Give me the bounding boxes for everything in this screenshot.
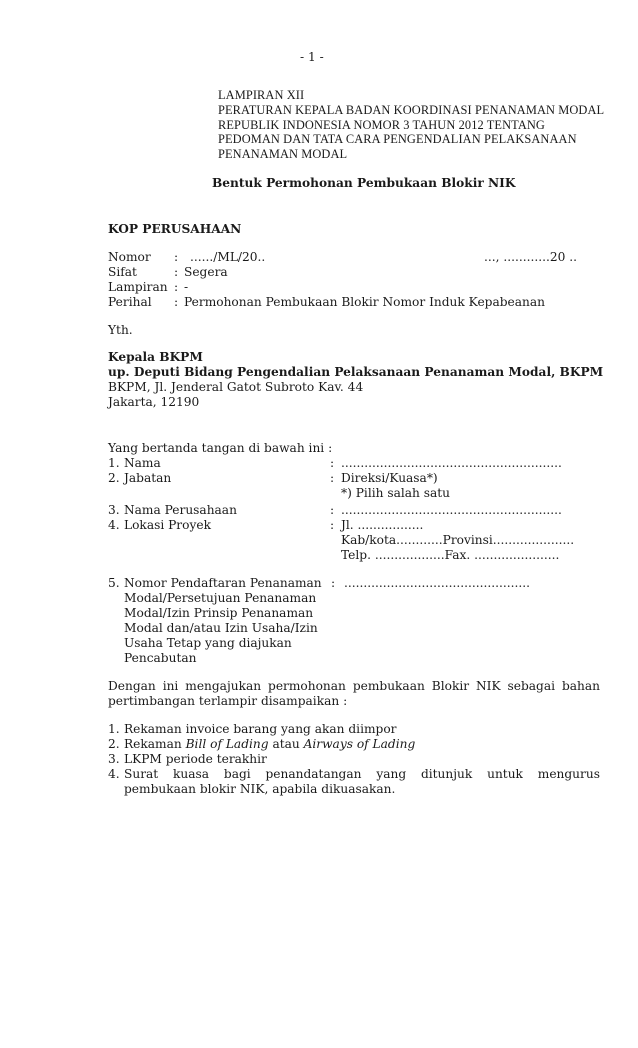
header-line: LAMPIRAN XII <box>218 88 305 102</box>
header-line: PERATURAN KEPALA BADAN KOORDINASI PENANAMAN MODAL <box>218 103 605 117</box>
recipient-city: Jakarta, 12190 <box>108 395 200 409</box>
word: NIK <box>475 679 501 693</box>
list-item-italic: Bill of Lading <box>185 737 269 751</box>
perihal-label: Perihal <box>108 295 152 309</box>
perihal-value: Permohonan Pembukaan Blokir Nomor Induk Kepabeanan <box>184 295 545 309</box>
field-number: 5. <box>108 576 120 590</box>
field-label-nomor-pendaftaran: Usaha Tetap yang diajukan <box>124 636 292 650</box>
field-label-nama-perusahaan: Nama Perusahaan <box>124 503 237 517</box>
field-value-kabkota: Kab/kota............Provinsi..................... <box>341 533 575 547</box>
word: Dengan <box>108 679 156 693</box>
list-number: 3. <box>108 752 120 766</box>
field-label-nomor-pendaftaran: Modal dan/atau Izin Usaha/Izin <box>124 621 318 635</box>
colon: : <box>331 576 336 590</box>
colon: : <box>174 265 179 279</box>
field-value-telp: Telp. ..................Fax. ...................... <box>341 548 560 562</box>
header-line: PEDOMAN DAN TATA CARA PENGENDALIAN PELAKSANAAN <box>218 132 577 146</box>
colon: : <box>174 280 179 294</box>
nomor-label: Nomor <box>108 250 151 264</box>
list-item-text: atau <box>272 737 300 751</box>
list-item-italic: Airways of Lading <box>303 737 416 751</box>
field-value-nama-perusahaan: ......................................................... <box>341 503 562 517</box>
word: pembukaan <box>352 679 425 693</box>
lampiran-label: Lampiran <box>108 280 168 294</box>
header-line: REPUBLIK INDONESIA NOMOR 3 TAHUN 2012 TENTANG <box>218 118 545 132</box>
intro-text: Yang bertanda tangan di bawah ini : <box>108 441 333 455</box>
body-paragraph-line <box>108 679 600 694</box>
field-label-lokasi-proyek: Lokasi Proyek <box>124 518 211 532</box>
form-title: Bentuk Permohonan Pembukaan Blokir NIK <box>212 176 516 190</box>
colon: : <box>330 456 335 470</box>
field-label-nomor-pendaftaran: Pencabutan <box>124 651 197 665</box>
header-line: PENANAMAN MODAL <box>218 147 348 161</box>
list-item: LKPM periode terakhir <box>124 752 267 766</box>
word: bagi <box>223 767 251 781</box>
list-item-text: Rekaman <box>124 737 182 751</box>
word: ini <box>162 679 179 693</box>
colon: : <box>330 471 335 485</box>
word: ditunjuk <box>420 767 473 781</box>
sifat-value: Segera <box>184 265 228 279</box>
list-number: 2. <box>108 737 120 751</box>
date-value: ..., ............20 .. <box>484 250 577 264</box>
colon: : <box>174 295 179 309</box>
list-item: Rekaman invoice barang yang akan diimpor <box>124 722 397 736</box>
field-label-jabatan: Jabatan <box>124 471 172 485</box>
word: Surat <box>124 767 159 781</box>
word: bahan <box>561 679 600 693</box>
word: sebagai <box>507 679 556 693</box>
sifat-label: Sifat <box>108 265 137 279</box>
word: Blokir <box>431 679 470 693</box>
list-number: 4. <box>108 767 120 781</box>
salutation: Yth. <box>108 323 133 337</box>
field-value-nama: ......................................................... <box>341 456 562 470</box>
field-label-nomor-pendaftaran: Modal/Izin Prinsip Penanaman <box>124 606 314 620</box>
lampiran-value: - <box>184 280 189 294</box>
list-number: 1. <box>108 722 120 736</box>
field-number: 1. <box>108 456 120 470</box>
colon: : <box>330 503 335 517</box>
recipient-address: BKPM, Jl. Jenderal Gatot Subroto Kav. 44 <box>108 380 364 394</box>
field-note-jabatan: *) Pilih salah satu <box>341 486 451 500</box>
field-label-nomor-pendaftaran: Modal/Persetujuan Penanaman <box>124 591 317 605</box>
field-label-nomor-pendaftaran: Nomor Pendaftaran Penanaman <box>124 576 322 590</box>
field-value-jabatan: Direksi/Kuasa*) <box>341 471 438 485</box>
field-number: 4. <box>108 518 120 532</box>
recipient-title: Kepala BKPM <box>108 350 203 364</box>
word: mengajukan <box>185 679 262 693</box>
field-number: 2. <box>108 471 120 485</box>
word: yang <box>376 767 407 781</box>
word: penandatangan <box>265 767 362 781</box>
list-item <box>124 737 415 752</box>
field-value-jalan: Jl. ................. <box>341 518 424 532</box>
list-item-continuation: pembukaan blokir NIK, apabila dikuasakan. <box>124 782 396 796</box>
list-item <box>124 767 600 782</box>
colon: : <box>174 250 179 264</box>
field-value-nomor-pendaftaran: ................................................ <box>344 576 530 590</box>
field-label-nama: Nama <box>124 456 161 470</box>
recipient-attention: up. Deputi Bidang Pengendalian Pelaksanaan Penanaman Modal, BKPM <box>108 365 604 379</box>
body-paragraph-line: pertimbangan terlampir disampaikan : <box>108 694 348 708</box>
word: mengurus <box>537 767 600 781</box>
word: kuasa <box>173 767 210 781</box>
nomor-value: ....../ML/20.. <box>190 250 266 264</box>
word: untuk <box>487 767 523 781</box>
word: permohonan <box>268 679 346 693</box>
letterhead-placeholder: KOP PERUSAHAAN <box>108 222 242 236</box>
colon: : <box>330 518 335 532</box>
field-number: 3. <box>108 503 120 517</box>
page-number: - 1 - <box>300 50 324 64</box>
